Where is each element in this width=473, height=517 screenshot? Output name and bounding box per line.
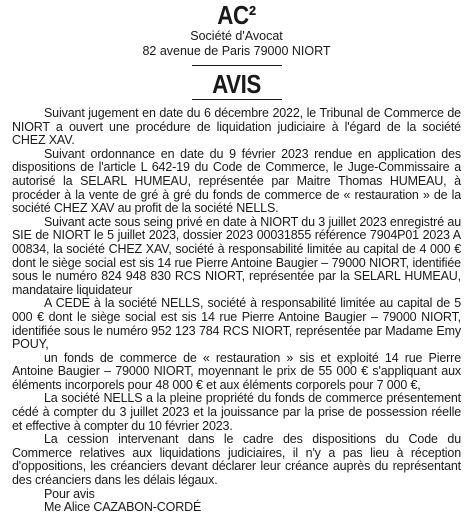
paragraph-ordinance: Suivant ordonnance en date du 9 février 2023 rendue en application des dispositions de l'article L 642-19 du Code de Commerce, le Juge-Commissaire a autorisé la SELARL HUMEAU, représentée par Maitre Thomas HUMEAU, à procéder à la vente de gré à gré du fonds de commerce de « restauration » de la société CHEZ XAV au profit de la société NELLS. <box>12 146 461 216</box>
firm-logo: AC² <box>217 0 256 30</box>
paragraph-business: un fonds de commerce de « restauration » sis et exploité 14 rue Pierre Antoine Baugier – 79000 NIORT, moyennant le prix de 55 000 € s'appliquant aux éléments incorporels pour 48 000 € et aux éléments corporels pour 7 000 €, <box>12 350 461 392</box>
signatory-name: Me Alice CAZABON-CORDÉ <box>44 500 202 515</box>
notice-body <box>12 107 461 515</box>
title-divider <box>192 99 282 100</box>
notice-title: AVIS <box>212 69 261 99</box>
firm-type: Société d'Avocat <box>190 29 283 43</box>
paragraph-oppositions: La cession intervenant dans le cadre des dispositions du Code du Commerce relatives aux liquidations judiciaires, il n'y a pas lieu à réception d'oppositions, les créanciers devant déclarer leur créance auprès du représentant des créanciers dans les délais légaux. <box>12 432 461 488</box>
paragraph-ownership: La société NELLS a la pleine propriété du fonds de commerce présentement cédé à compter du 3 juillet 2023 et la jouissance par la prise de possession réelle et effective à compter du 10 février 2023. <box>12 391 461 433</box>
firm-address: 82 avenue de Paris 79000 NIORT <box>142 44 331 58</box>
closing-line: Pour avis <box>44 486 95 501</box>
paragraph-deed: Suivant acte sous seing privé en date à NIORT du 3 juillet 2023 enregistré au SIE de NIORT le 5 juillet 2023, dossier 2023 00031855 référence 7904P01 2023 A 00834, la société CHEZ XAV, société à responsabilité limitée au capital de 4 000 € dont le siège social est sis 14 rue Pierre Antoine Baugier – 79000 NIORT, identifiée sous le numéro 824 948 830 RCS NIORT, représentée par la SELARL HUMEAU, mandataire liquidateur <box>12 214 461 297</box>
paragraph-judgment: Suivant jugement en date du 6 décembre 2022, le Tribunal de Commerce de NIORT a ouvert une procédure de liquidation judiciaire à l'égard de la société CHEZ XAV. <box>12 106 461 148</box>
paragraph-sale: A CEDE à la société NELLS, société à responsabilité limitée au capital de 5 000 € dont le siège social est sis 14 rue Pierre Antoine Baugier – 79000 NIORT, identifiée sous le numéro 952 123 784 RCS NIORT, représentée par Madame Emy POUY, <box>12 296 461 352</box>
header-divider <box>192 65 282 66</box>
